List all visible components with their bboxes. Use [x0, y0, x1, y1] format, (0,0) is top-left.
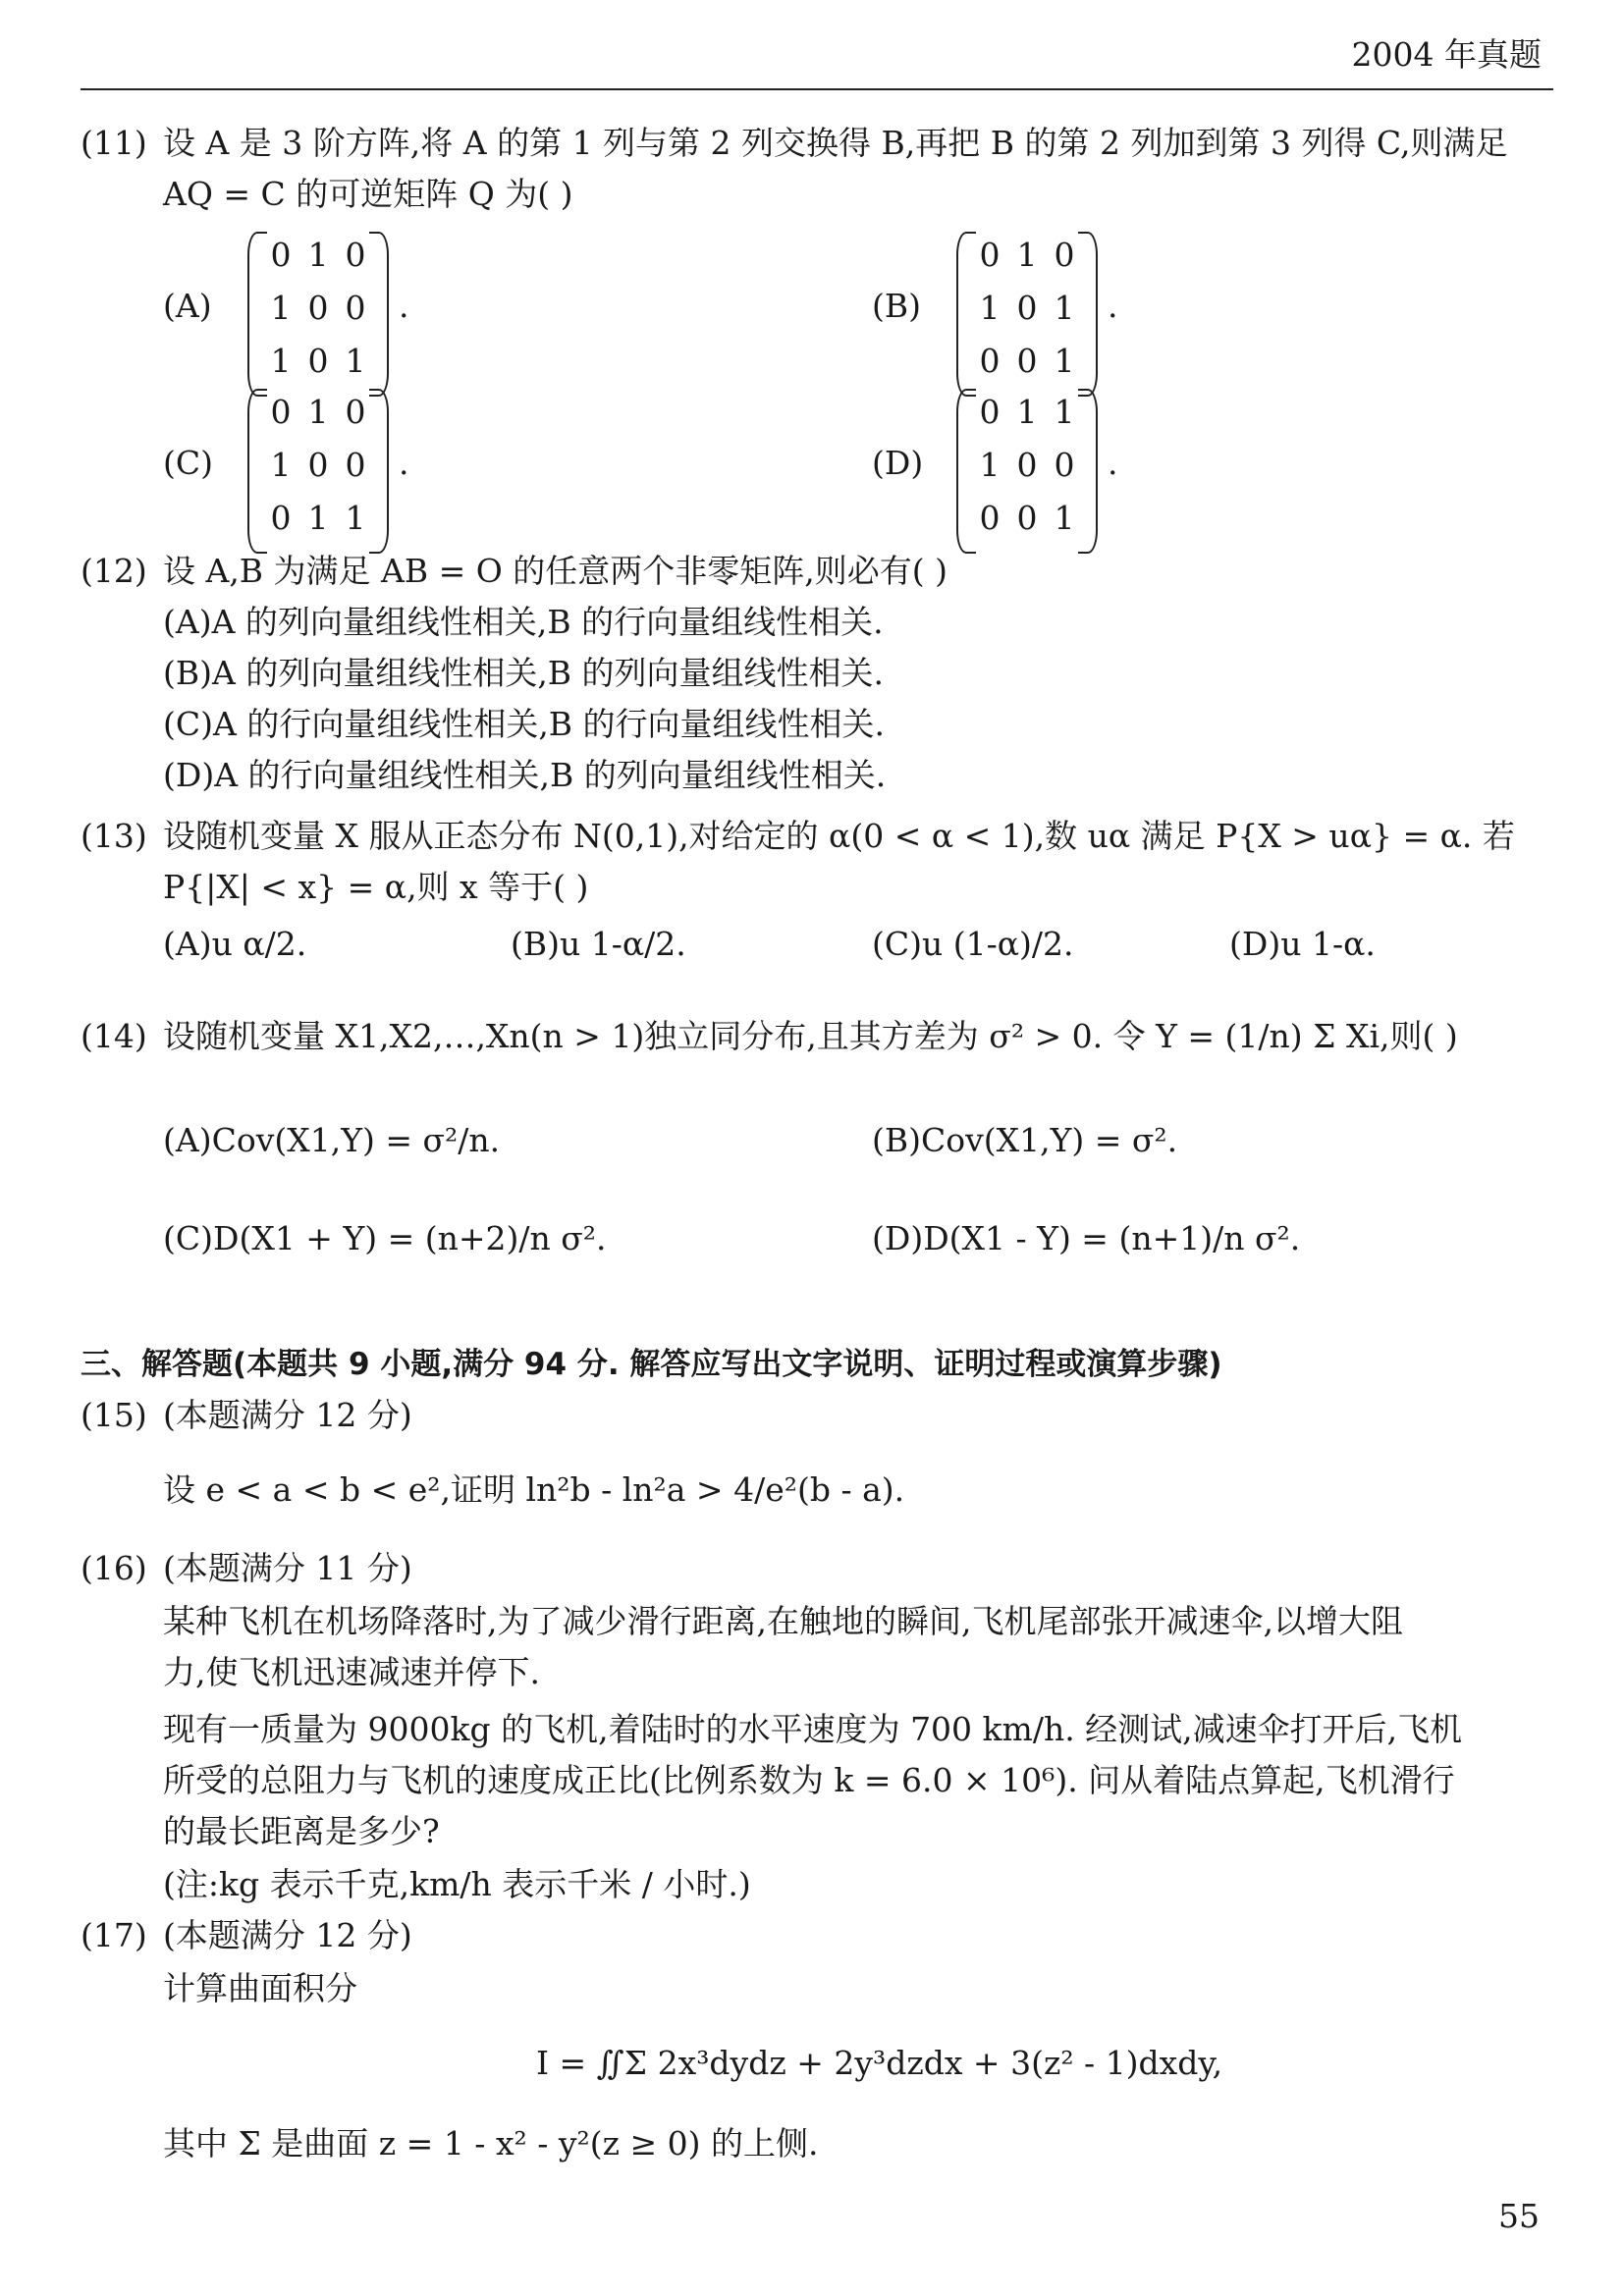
q13-option-b: (B)u 1-α/2.: [511, 925, 686, 963]
q13-text1: 设随机变量 X 服从正态分布 N(0,1),对给定的 α(0 < α < 1),数 uα 满足 P{X > uα} = α. 若: [163, 817, 1515, 855]
q11-line1: [81, 122, 1508, 165]
matrix-cell: 0: [979, 342, 1001, 380]
matrix-cell: 1: [307, 499, 329, 537]
period: .: [399, 287, 409, 325]
q17-score: (本题满分 12 分): [163, 1916, 412, 1954]
q12-stem: [81, 550, 947, 593]
matrix-cell: 1: [307, 393, 329, 431]
matrix-row: [263, 236, 373, 274]
q11-option-a-matrix: [247, 228, 389, 400]
q14-option-d: (D)D(X1 - Y) = (n+1)/n σ².: [872, 1219, 1301, 1257]
matrix-cell: 0: [979, 393, 1001, 431]
matrix-cell: 1: [979, 446, 1001, 484]
q11-option-c-label: (C): [163, 444, 213, 482]
q16-p2-line1: 现有一质量为 9000kg 的飞机,着陆时的水平速度为 700 km/h. 经测试,减速伞打开后,飞机: [163, 1710, 1463, 1748]
matrix-cell: 1: [345, 342, 366, 380]
matrix-cell: 0: [345, 393, 366, 431]
q14-option-b: (B)Cov(X1,Y) = σ².: [872, 1121, 1178, 1159]
q15-score: (本题满分 12 分): [163, 1396, 412, 1434]
q16-header: [81, 1547, 412, 1590]
matrix-cell: 0: [307, 342, 329, 380]
matrix-row: [972, 236, 1082, 274]
q17-tail: 其中 Σ 是曲面 z = 1 - x² - y²(z ≥ 0) 的上侧.: [163, 2124, 819, 2163]
q17-number: (17): [81, 1916, 147, 1954]
matrix-row: [972, 342, 1082, 380]
q11-option-a: [163, 228, 438, 400]
q16-p1-line2: 力,使飞机迅速减速并停下.: [163, 1653, 540, 1691]
q17-intro: 计算曲面积分: [163, 1969, 357, 2007]
q13-number: (13): [81, 817, 147, 855]
q11-text1: 设 A 是 3 阶方阵,将 A 的第 1 列与第 2 列交换得 B,再把 B 的第 2 列加到第 3 列得 C,则满足: [163, 124, 1508, 162]
matrix-cell: 0: [1054, 236, 1075, 274]
matrix-cell: 1: [1016, 393, 1038, 431]
matrix-cell: 0: [345, 236, 366, 274]
q11-option-d-matrix: [956, 385, 1098, 558]
matrix-cell: 0: [1016, 289, 1038, 327]
q14-stem: [81, 1015, 1458, 1058]
matrix-cell: 1: [270, 342, 292, 380]
page-header: [81, 20, 1553, 90]
section-3-title: 三、解答题(本题共 9 小题,满分 94 分. 解答应写出文字说明、证明过程或演算步骤): [81, 1347, 1222, 1382]
q13-option-d: (D)u 1-α.: [1229, 925, 1376, 963]
matrix-cell: 0: [307, 289, 329, 327]
matrix-cell: 0: [979, 236, 1001, 274]
matrix-cell: 0: [1054, 446, 1075, 484]
q11-number: (11): [81, 124, 147, 162]
matrix-cell: 0: [345, 446, 366, 484]
matrix-cell: 1: [1054, 342, 1075, 380]
q15-number: (15): [81, 1396, 147, 1434]
q11-option-b-matrix: [956, 228, 1098, 400]
matrix-cell: 1: [307, 236, 329, 274]
matrix-row: [972, 289, 1082, 327]
q11-option-d-label: (D): [872, 444, 924, 482]
header-title: 2004 年真题: [1351, 35, 1542, 74]
q16-note: (注:kg 表示千克,km/h 表示千米 / 小时.): [163, 1865, 751, 1903]
q15-body: 设 e < a < b < e²,证明 ln²b - ln²a > 4/e²(b - a).: [163, 1470, 905, 1509]
q12-option-a: (A)A 的列向量组线性相关,B 的行向量组线性相关.: [163, 603, 884, 641]
q16-score: (本题满分 11 分): [163, 1549, 412, 1587]
q11-option-b: [872, 228, 1147, 400]
q16-number: (16): [81, 1549, 147, 1587]
q17-formula: I = ∬Σ 2x³dydz + 2y³dzdx + 3(z² - 1)dxdy,: [536, 2044, 1223, 2082]
q17-header: [81, 1914, 412, 1957]
q15-header: [81, 1394, 412, 1437]
q13-option-c: (C)u (1-α)/2.: [872, 925, 1074, 963]
period: .: [1108, 444, 1118, 482]
q14-text: 设随机变量 X1,X2,…,Xn(n > 1)独立同分布,且其方差为 σ² > 0. 令 Y = (1/n) Σ Xi,则( ): [163, 1017, 1458, 1055]
matrix-row: [972, 499, 1082, 537]
page-number: 55: [1498, 2197, 1540, 2235]
matrix-cell: 0: [307, 446, 329, 484]
matrix-cell: 0: [979, 499, 1001, 537]
q11-option-c-matrix: [247, 385, 389, 558]
matrix-cell: 0: [270, 393, 292, 431]
q16-p2-line2: 所受的总阻力与飞机的速度成正比(比例系数为 k = 6.0 × 10⁶). 问从着陆点算起,飞机滑行: [163, 1761, 1455, 1799]
q14-number: (14): [81, 1017, 147, 1055]
q16-p2-line3: 的最长距离是多少?: [163, 1812, 440, 1850]
q12-text: 设 A,B 为满足 AB = O 的任意两个非零矩阵,则必有( ): [163, 552, 948, 590]
q13-line1: [81, 815, 1515, 858]
matrix-row: [263, 393, 373, 431]
q11-option-b-label: (B): [872, 287, 921, 325]
q12-number: (12): [81, 552, 147, 590]
matrix-cell: 0: [1016, 499, 1038, 537]
matrix-cell: 1: [270, 446, 292, 484]
matrix-cell: 0: [270, 236, 292, 274]
q13-option-a: (A)u α/2.: [163, 925, 307, 963]
matrix-cell: 0: [270, 499, 292, 537]
period: .: [1108, 287, 1118, 325]
q14-option-a: (A)Cov(X1,Y) = σ²/n.: [163, 1121, 501, 1159]
matrix-cell: 1: [1054, 393, 1075, 431]
matrix-row: [972, 393, 1082, 431]
matrix-cell: 1: [270, 289, 292, 327]
matrix-cell: 0: [1016, 342, 1038, 380]
q11-line2: AQ = C 的可逆矩阵 Q 为( ): [163, 175, 573, 213]
q13-line2: P{|X| < x} = α,则 x 等于( ): [163, 868, 589, 906]
matrix-row: [263, 342, 373, 380]
matrix-row: [263, 499, 373, 537]
period: .: [399, 444, 409, 482]
q11-option-d: [872, 385, 1147, 558]
q12-option-c: (C)A 的行向量组线性相关,B 的行向量组线性相关.: [163, 705, 886, 743]
matrix-cell: 1: [1016, 236, 1038, 274]
matrix-row: [263, 446, 373, 484]
q12-option-b: (B)A 的列向量组线性相关,B 的列向量组线性相关.: [163, 654, 885, 692]
matrix-row: [972, 446, 1082, 484]
matrix-cell: 1: [345, 499, 366, 537]
matrix-cell: 1: [1054, 499, 1075, 537]
q11-option-a-label: (A): [163, 287, 212, 325]
matrix-cell: 0: [345, 289, 366, 327]
matrix-cell: 0: [1016, 446, 1038, 484]
q12-option-d: (D)A 的行向量组线性相关,B 的列向量组线性相关.: [163, 756, 887, 794]
matrix-cell: 1: [1054, 289, 1075, 327]
q14-option-c: (C)D(X1 + Y) = (n+2)/n σ².: [163, 1219, 607, 1257]
matrix-cell: 1: [979, 289, 1001, 327]
q11-option-c: [163, 385, 438, 558]
matrix-row: [263, 289, 373, 327]
q16-p1-line1: 某种飞机在机场降落时,为了减少滑行距离,在触地的瞬间,飞机尾部张开减速伞,以增大阻: [163, 1602, 1403, 1640]
